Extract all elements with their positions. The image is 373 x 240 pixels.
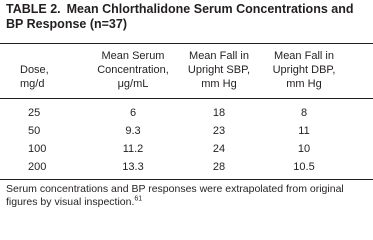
header-sbp-line-1: Mean Fall in — [189, 50, 249, 62]
table-row — [0, 158, 373, 176]
cell-serum: 13.3 — [122, 161, 144, 173]
table-row — [0, 140, 373, 158]
header-serum-line-2: Concentration, — [97, 64, 169, 76]
cell-serum: 9.3 — [125, 125, 141, 137]
cell-serum: 11.2 — [122, 143, 144, 155]
table-row — [0, 122, 373, 140]
cell-serum: 6 — [129, 107, 137, 119]
header-serum — [93, 49, 173, 91]
header-serum-line-1: Mean Serum — [101, 50, 165, 62]
footnote-text: Serum concentrations and BP responses were extrapolated from original figures by visual inspection. — [6, 183, 344, 208]
cell-dose: 25 — [28, 107, 41, 119]
cell-dbp: 11 — [298, 125, 310, 137]
cell-sbp: 18 — [212, 107, 226, 119]
cell-dbp: 10 — [297, 143, 311, 155]
header-dose-line-2: mg/d — [20, 78, 45, 90]
cell-dose: 100 — [28, 143, 47, 155]
cell-dose: 200 — [28, 161, 47, 173]
table-row — [0, 104, 373, 122]
header-sbp-line-3: mm Hg — [201, 78, 237, 90]
footnote-reference: 61 — [134, 195, 143, 203]
header-dbp-line-1: Mean Fall in — [274, 50, 334, 62]
header-rule — [0, 98, 373, 99]
header-dbp-line-3: mm Hg — [286, 78, 322, 90]
top-rule — [0, 43, 373, 44]
header-dose-line-1: Dose, — [20, 64, 49, 76]
header-dbp-line-2: Upright DBP, — [272, 64, 336, 76]
table-label: TABLE 2. — [6, 2, 61, 16]
table-caption: Mean Chlorthalidone Serum Concentrations and BP Response (n=37) — [6, 2, 354, 31]
table-footnote — [6, 183, 370, 209]
cell-dbp: 8 — [300, 107, 308, 119]
header-serum-line-3: μg/mL — [117, 78, 149, 90]
table-title — [6, 2, 368, 32]
header-sbp — [178, 49, 260, 91]
cell-sbp: 24 — [212, 143, 226, 155]
cell-sbp: 23 — [212, 125, 226, 137]
header-dose — [20, 49, 70, 91]
cell-dbp: 10.5 — [293, 161, 315, 173]
header-dbp — [263, 49, 345, 91]
bottom-rule — [0, 179, 373, 180]
cell-sbp: 28 — [212, 161, 226, 173]
header-sbp-line-2: Upright SBP, — [187, 64, 251, 76]
cell-dose: 50 — [28, 125, 41, 137]
